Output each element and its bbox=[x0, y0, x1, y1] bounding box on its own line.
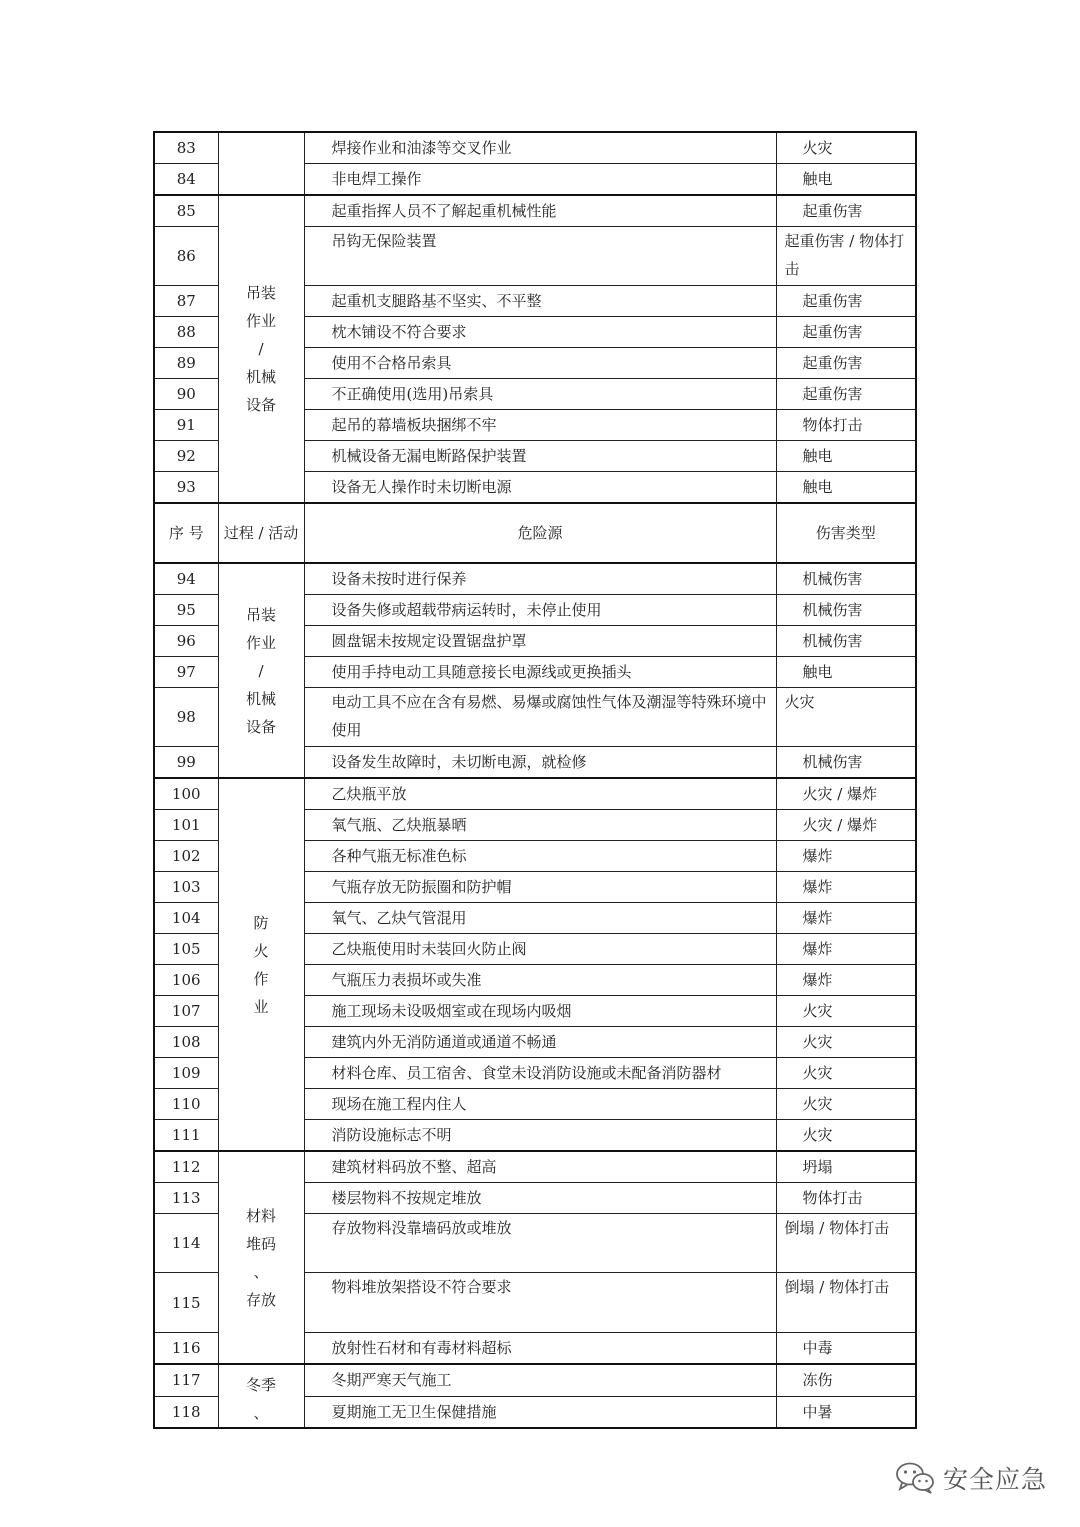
process-group-label-line: 存放 bbox=[245, 1290, 276, 1309]
table-header-row bbox=[154, 503, 916, 563]
row-number: 106 bbox=[154, 965, 218, 996]
row-number: 111 bbox=[154, 1120, 218, 1152]
row-number: 86 bbox=[154, 227, 218, 286]
injury-type-cell: 火灾 bbox=[776, 688, 916, 747]
process-group-cell bbox=[218, 1364, 304, 1428]
row-number: 94 bbox=[154, 563, 218, 595]
hazard-cell: 气瓶压力表损坏或失准 bbox=[304, 965, 776, 996]
row-number: 109 bbox=[154, 1058, 218, 1089]
injury-type-cell: 火灾 bbox=[776, 1120, 916, 1152]
injury-type-cell: 火灾 / 爆炸 bbox=[776, 778, 916, 810]
process-group-label-line: 业 bbox=[253, 997, 269, 1016]
table-row bbox=[154, 778, 916, 810]
injury-type-cell: 火灾 bbox=[776, 1058, 916, 1089]
injury-type-cell: 机械伤害 bbox=[776, 563, 916, 595]
row-number: 90 bbox=[154, 379, 218, 410]
header-hazard: 危险源 bbox=[304, 503, 776, 563]
row-number: 89 bbox=[154, 348, 218, 379]
hazard-cell: 设备无人操作时未切断电源 bbox=[304, 472, 776, 504]
row-number: 100 bbox=[154, 778, 218, 810]
process-group-label-line: 冬季 bbox=[245, 1376, 276, 1394]
injury-type-cell: 触电 bbox=[776, 657, 916, 688]
injury-type-cell: 物体打击 bbox=[776, 410, 916, 441]
process-group-cell bbox=[218, 778, 304, 1151]
injury-type-cell: 火灾 bbox=[776, 1089, 916, 1120]
row-number: 98 bbox=[154, 688, 218, 747]
header-no: 序 号 bbox=[154, 503, 218, 563]
injury-type-cell: 爆炸 bbox=[776, 934, 916, 965]
injury-type-cell: 起重伤害 / 物体打击 bbox=[776, 227, 916, 286]
hazard-cell: 设备失修或超载带病运转时，未停止使用 bbox=[304, 595, 776, 626]
row-number: 88 bbox=[154, 317, 218, 348]
row-number: 92 bbox=[154, 441, 218, 472]
process-group-label-line: 吊装 bbox=[245, 284, 276, 302]
process-group-cell bbox=[218, 195, 304, 503]
process-group-label-line: 、 bbox=[253, 1262, 269, 1281]
process-group-label-line: / bbox=[258, 661, 264, 680]
injury-type-cell: 坍塌 bbox=[776, 1151, 916, 1183]
row-number: 95 bbox=[154, 595, 218, 626]
injury-type-cell: 机械伤害 bbox=[776, 626, 916, 657]
table-row bbox=[154, 1151, 916, 1183]
row-number: 113 bbox=[154, 1183, 218, 1214]
process-group-cell bbox=[218, 563, 304, 778]
hazard-cell: 焊接作业和油漆等交叉作业 bbox=[304, 132, 776, 164]
injury-type-cell: 火灾 bbox=[776, 996, 916, 1027]
row-number: 104 bbox=[154, 903, 218, 934]
injury-type-cell: 起重伤害 bbox=[776, 195, 916, 227]
row-number: 101 bbox=[154, 810, 218, 841]
process-group-label-line: 设备 bbox=[245, 717, 276, 736]
hazard-cell: 夏期施工无卫生保健措施 bbox=[304, 1396, 776, 1428]
hazard-cell: 起吊的幕墙板块捆绑不牢 bbox=[304, 410, 776, 441]
injury-type-cell: 起重伤害 bbox=[776, 348, 916, 379]
process-group-label-line: 堆码 bbox=[245, 1234, 276, 1253]
process-group-label-line: 防 bbox=[253, 913, 269, 932]
table-row bbox=[154, 563, 916, 595]
hazard-cell: 冬期严寒天气施工 bbox=[304, 1364, 776, 1396]
row-number: 103 bbox=[154, 872, 218, 903]
injury-type-cell: 触电 bbox=[776, 472, 916, 504]
injury-type-cell: 中毒 bbox=[776, 1333, 916, 1365]
process-group-label-line: 机械 bbox=[245, 689, 276, 708]
process-group-label-line: 材料 bbox=[245, 1206, 276, 1225]
injury-type-cell: 起重伤害 bbox=[776, 379, 916, 410]
row-number: 118 bbox=[154, 1396, 218, 1428]
injury-type-cell: 爆炸 bbox=[776, 872, 916, 903]
injury-type-cell: 中暑 bbox=[776, 1396, 916, 1428]
table-row bbox=[154, 132, 916, 164]
hazard-cell: 施工现场未设吸烟室或在现场内吸烟 bbox=[304, 996, 776, 1027]
injury-type-cell: 起重伤害 bbox=[776, 286, 916, 317]
injury-type-cell: 爆炸 bbox=[776, 965, 916, 996]
row-number: 99 bbox=[154, 747, 218, 779]
hazard-cell: 建筑材料码放不整、超高 bbox=[304, 1151, 776, 1183]
hazard-cell: 乙炔瓶使用时未装回火防止阀 bbox=[304, 934, 776, 965]
injury-type-cell: 爆炸 bbox=[776, 903, 916, 934]
injury-type-cell: 火灾 / 爆炸 bbox=[776, 810, 916, 841]
hazard-cell: 电动工具不应在含有易燃、易爆或腐蚀性气体及潮湿等特殊环境中使用 bbox=[304, 688, 776, 747]
hazard-cell: 各种气瓶无标准色标 bbox=[304, 841, 776, 872]
process-group-label-line: 作业 bbox=[245, 312, 276, 330]
hazard-cell: 楼层物料不按规定堆放 bbox=[304, 1183, 776, 1214]
process-group-label-line: 作业 bbox=[245, 633, 276, 652]
header-type: 伤害类型 bbox=[776, 503, 916, 563]
row-number: 102 bbox=[154, 841, 218, 872]
row-number: 114 bbox=[154, 1214, 218, 1273]
injury-type-cell: 机械伤害 bbox=[776, 595, 916, 626]
process-group-label-line: 、 bbox=[253, 1404, 269, 1422]
injury-type-cell: 触电 bbox=[776, 164, 916, 196]
process-group-label-line: 火 bbox=[253, 941, 269, 960]
row-number: 105 bbox=[154, 934, 218, 965]
process-group-label-line: 吊装 bbox=[245, 605, 276, 624]
process-group-cell bbox=[218, 132, 304, 195]
injury-type-cell: 冻伤 bbox=[776, 1364, 916, 1396]
hazard-cell: 使用不合格吊索具 bbox=[304, 348, 776, 379]
header-process: 过程 / 活动 bbox=[218, 503, 304, 563]
hazard-cell: 机械设备无漏电断路保护装置 bbox=[304, 441, 776, 472]
table-row bbox=[154, 1364, 916, 1396]
row-number: 97 bbox=[154, 657, 218, 688]
injury-type-cell: 倒塌 / 物体打击 bbox=[776, 1273, 916, 1333]
hazard-table bbox=[153, 131, 917, 1429]
row-number: 93 bbox=[154, 472, 218, 504]
injury-type-cell: 火灾 bbox=[776, 1027, 916, 1058]
row-number: 117 bbox=[154, 1364, 218, 1396]
row-number: 107 bbox=[154, 996, 218, 1027]
hazard-cell: 氧气、乙炔气管混用 bbox=[304, 903, 776, 934]
hazard-cell: 气瓶存放无防振圈和防护帽 bbox=[304, 872, 776, 903]
hazard-cell: 起重指挥人员不了解起重机械性能 bbox=[304, 195, 776, 227]
row-number: 115 bbox=[154, 1273, 218, 1333]
hazard-cell: 物料堆放架搭设不符合要求 bbox=[304, 1273, 776, 1333]
hazard-cell: 枕木铺设不符合要求 bbox=[304, 317, 776, 348]
hazard-cell: 存放物料没靠墙码放或堆放 bbox=[304, 1214, 776, 1273]
watermark bbox=[895, 1458, 1047, 1498]
injury-type-cell: 起重伤害 bbox=[776, 317, 916, 348]
row-number: 87 bbox=[154, 286, 218, 317]
hazard-cell: 乙炔瓶平放 bbox=[304, 778, 776, 810]
hazard-cell: 不正确使用(选用)吊索具 bbox=[304, 379, 776, 410]
hazard-cell: 设备未按时进行保养 bbox=[304, 563, 776, 595]
hazard-cell: 放射性石材和有毒材料超标 bbox=[304, 1333, 776, 1365]
hazard-cell: 建筑内外无消防通道或通道不畅通 bbox=[304, 1027, 776, 1058]
hazard-cell: 现场在施工程内住人 bbox=[304, 1089, 776, 1120]
hazard-cell: 使用手持电动工具随意接长电源线或更换插头 bbox=[304, 657, 776, 688]
hazard-cell: 圆盘锯未按规定设置锯盘护罩 bbox=[304, 626, 776, 657]
injury-type-cell: 触电 bbox=[776, 441, 916, 472]
row-number: 83 bbox=[154, 132, 218, 164]
row-number: 84 bbox=[154, 164, 218, 196]
process-group-label-line: 作 bbox=[253, 969, 269, 988]
hazard-cell: 材料仓库、员工宿舍、食堂未设消防设施或未配备消防器材 bbox=[304, 1058, 776, 1089]
process-group-label-line: 设备 bbox=[245, 396, 276, 414]
hazard-cell: 吊钩无保险装置 bbox=[304, 227, 776, 286]
hazard-cell: 起重机支腿路基不坚实、不平整 bbox=[304, 286, 776, 317]
row-number: 112 bbox=[154, 1151, 218, 1183]
row-number: 96 bbox=[154, 626, 218, 657]
row-number: 85 bbox=[154, 195, 218, 227]
injury-type-cell: 爆炸 bbox=[776, 841, 916, 872]
injury-type-cell: 火灾 bbox=[776, 132, 916, 164]
hazard-cell: 氧气瓶、乙炔瓶暴晒 bbox=[304, 810, 776, 841]
row-number: 110 bbox=[154, 1089, 218, 1120]
row-number: 91 bbox=[154, 410, 218, 441]
hazard-cell: 消防设施标志不明 bbox=[304, 1120, 776, 1152]
table-row bbox=[154, 195, 916, 227]
row-number: 116 bbox=[154, 1333, 218, 1365]
watermark-text: 安全应急 bbox=[943, 1465, 1048, 1494]
process-group-cell bbox=[218, 1151, 304, 1364]
process-group-label-line: / bbox=[258, 340, 264, 358]
injury-type-cell: 倒塌 / 物体打击 bbox=[776, 1214, 916, 1273]
hazard-cell: 设备发生故障时，未切断电源，就检修 bbox=[304, 747, 776, 779]
row-number: 108 bbox=[154, 1027, 218, 1058]
hazard-cell: 非电焊工操作 bbox=[304, 164, 776, 196]
process-group-label-line: 机械 bbox=[245, 368, 276, 386]
wechat-icon bbox=[895, 1461, 935, 1495]
injury-type-cell: 物体打击 bbox=[776, 1183, 916, 1214]
injury-type-cell: 机械伤害 bbox=[776, 747, 916, 779]
